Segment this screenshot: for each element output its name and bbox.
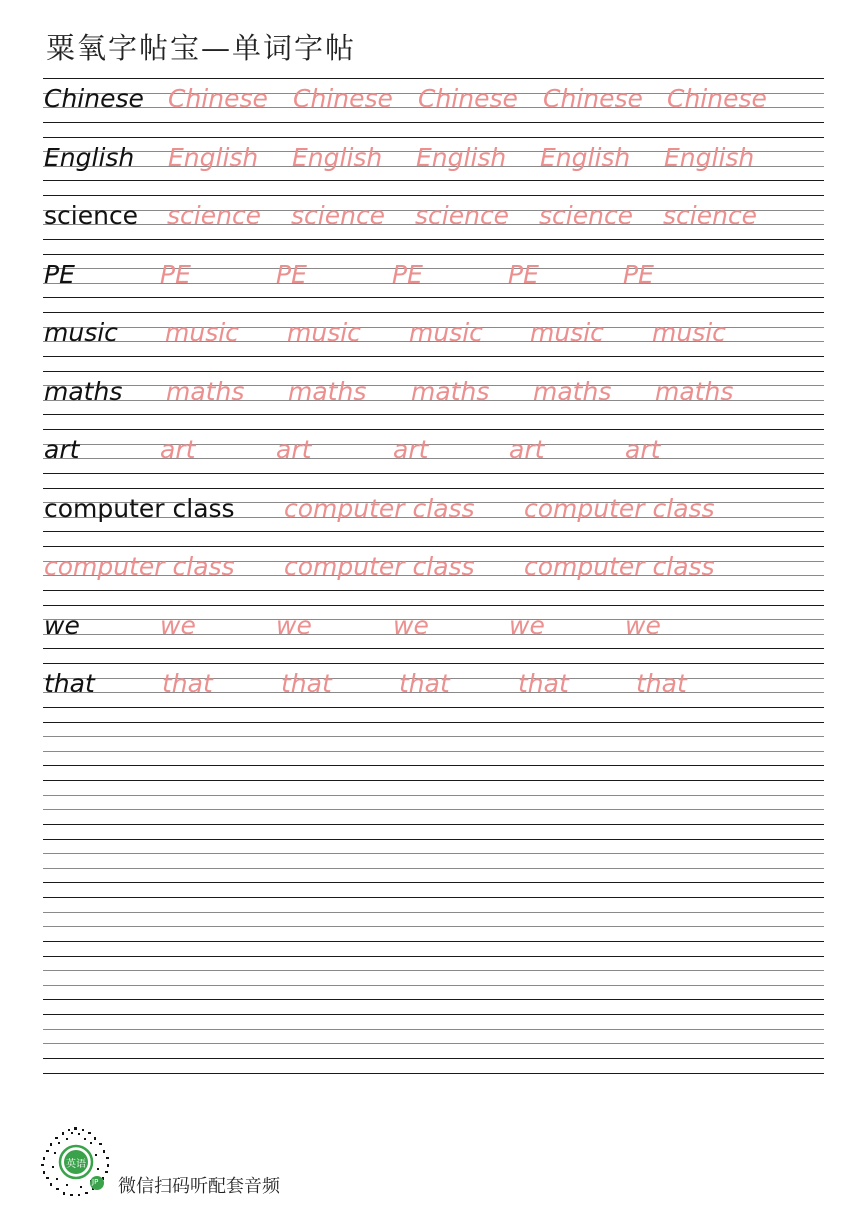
row-guide-line	[43, 970, 824, 971]
trace-word: maths	[166, 376, 245, 406]
row-base-line	[43, 707, 824, 708]
trace-word: Chinese	[168, 84, 268, 113]
trace-word: art	[625, 435, 661, 464]
practice-row	[43, 488, 824, 547]
model-word: music	[44, 318, 118, 347]
row-top-line	[43, 663, 824, 664]
trace-word: that	[162, 669, 213, 698]
model-word: we	[44, 610, 80, 640]
practice-row	[43, 195, 824, 254]
model-word: Chinese	[44, 84, 144, 113]
row-base-line	[43, 297, 824, 298]
trace-word: PE	[160, 259, 191, 289]
trace-word: art	[276, 435, 312, 464]
row-guide-line	[43, 868, 824, 869]
trace-word: art	[393, 435, 429, 464]
blank-practice-row	[43, 780, 824, 839]
row-base-line	[43, 648, 824, 649]
trace-word: English	[664, 142, 755, 172]
trace-word: music	[530, 318, 604, 347]
row-base-line	[43, 824, 824, 825]
trace-word: computer class	[284, 552, 475, 581]
blank-practice-row	[43, 722, 824, 781]
trace-word: that	[399, 669, 450, 698]
trace-word: art	[509, 435, 545, 464]
row-base-line	[43, 473, 824, 474]
row-guide-line	[43, 853, 824, 854]
row-top-line	[43, 722, 824, 723]
trace-word: art	[160, 435, 196, 464]
trace-word: we	[160, 610, 196, 640]
trace-word: Chinese	[667, 84, 767, 113]
row-guide-line	[43, 751, 824, 752]
row-base-line	[43, 941, 824, 942]
practice-row	[43, 254, 824, 313]
row-top-line	[43, 312, 824, 313]
trace-word: that	[281, 669, 332, 698]
row-top-line	[43, 605, 824, 606]
row-base-line	[43, 1058, 824, 1059]
trace-word: music	[409, 318, 483, 347]
model-word: that	[44, 669, 95, 698]
row-top-line	[43, 429, 824, 430]
row-base-line	[43, 239, 824, 240]
trace-word: that	[518, 669, 569, 698]
trace-word: PE	[276, 259, 307, 289]
row-base-line	[43, 765, 824, 766]
practice-row	[43, 429, 824, 488]
practice-row	[43, 137, 824, 196]
qr-corner-label: JP	[92, 1178, 99, 1186]
trace-word: we	[276, 610, 312, 640]
row-top-line	[43, 371, 824, 372]
row-guide-line	[43, 1029, 824, 1030]
model-word: art	[44, 435, 80, 464]
trace-word: music	[287, 318, 361, 347]
model-word: computer class	[44, 493, 235, 523]
model-word: maths	[44, 376, 123, 406]
trace-word: we	[625, 610, 661, 640]
row-top-line	[43, 1073, 824, 1074]
blank-practice-row	[43, 897, 824, 956]
row-base-line	[43, 590, 824, 591]
trace-word: English	[292, 142, 383, 172]
trace-word: science	[415, 201, 510, 230]
trace-word: maths	[411, 376, 490, 406]
trace-word: science	[663, 201, 758, 230]
row-guide-line	[43, 926, 824, 927]
row-guide-line	[43, 809, 824, 810]
trace-word: science	[167, 201, 262, 230]
trace-word: we	[509, 610, 545, 640]
trace-word: maths	[533, 376, 612, 406]
blank-practice-row	[43, 839, 824, 898]
row-guide-line	[43, 912, 824, 913]
copybook-sheet	[43, 78, 824, 1075]
trace-word: Chinese	[293, 84, 393, 113]
practice-row	[43, 546, 824, 605]
trace-word: English	[416, 142, 507, 172]
practice-row	[43, 312, 824, 371]
trace-word: computer class	[524, 552, 715, 581]
trace-word: music	[165, 318, 239, 347]
trace-word: that	[636, 669, 687, 698]
row-top-line	[43, 78, 824, 79]
trace-word: we	[393, 610, 429, 640]
model-word: PE	[44, 259, 75, 289]
trace-word: English	[168, 142, 259, 172]
blank-practice-row	[43, 1073, 824, 1075]
page-title: 粟氧字帖宝—单词字帖	[46, 31, 357, 65]
trace-word: computer class	[44, 552, 235, 581]
trace-word: PE	[392, 259, 423, 289]
qr-badge-label: 英语	[66, 1159, 86, 1170]
row-top-line	[43, 137, 824, 138]
model-word: English	[44, 142, 135, 172]
row-guide-line	[43, 795, 824, 796]
trace-word: Chinese	[543, 84, 643, 113]
blank-practice-row	[43, 1014, 824, 1073]
row-guide-line	[43, 1043, 824, 1044]
row-base-line	[43, 122, 824, 123]
row-base-line	[43, 999, 824, 1000]
row-top-line	[43, 780, 824, 781]
row-base-line	[43, 531, 824, 532]
row-base-line	[43, 180, 824, 181]
trace-word: maths	[655, 376, 734, 406]
row-guide-line	[43, 736, 824, 737]
row-top-line	[43, 546, 824, 547]
row-base-line	[43, 882, 824, 883]
row-top-line	[43, 488, 824, 489]
row-top-line	[43, 195, 824, 196]
trace-word: PE	[508, 259, 539, 289]
row-guide-line	[43, 985, 824, 986]
row-base-line	[43, 356, 824, 357]
practice-row	[43, 78, 824, 137]
trace-word: science	[291, 201, 386, 230]
practice-row	[43, 663, 824, 722]
trace-word: PE	[623, 259, 654, 289]
row-base-line	[43, 414, 824, 415]
trace-word: computer class	[524, 493, 715, 523]
trace-word: Chinese	[418, 84, 518, 113]
row-top-line	[43, 956, 824, 957]
blank-practice-row	[43, 956, 824, 1015]
scan-audio-caption: 微信扫码听配套音频	[118, 1176, 280, 1197]
trace-word: English	[540, 142, 631, 172]
row-top-line	[43, 897, 824, 898]
row-top-line	[43, 839, 824, 840]
trace-word: science	[539, 201, 634, 230]
trace-word: computer class	[284, 493, 475, 523]
trace-word: maths	[288, 376, 367, 406]
row-top-line	[43, 254, 824, 255]
practice-row	[43, 605, 824, 664]
model-word: science	[44, 201, 139, 230]
row-top-line	[43, 1014, 824, 1015]
practice-row	[43, 371, 824, 430]
trace-word: music	[652, 318, 726, 347]
audio-footer	[40, 1126, 440, 1198]
